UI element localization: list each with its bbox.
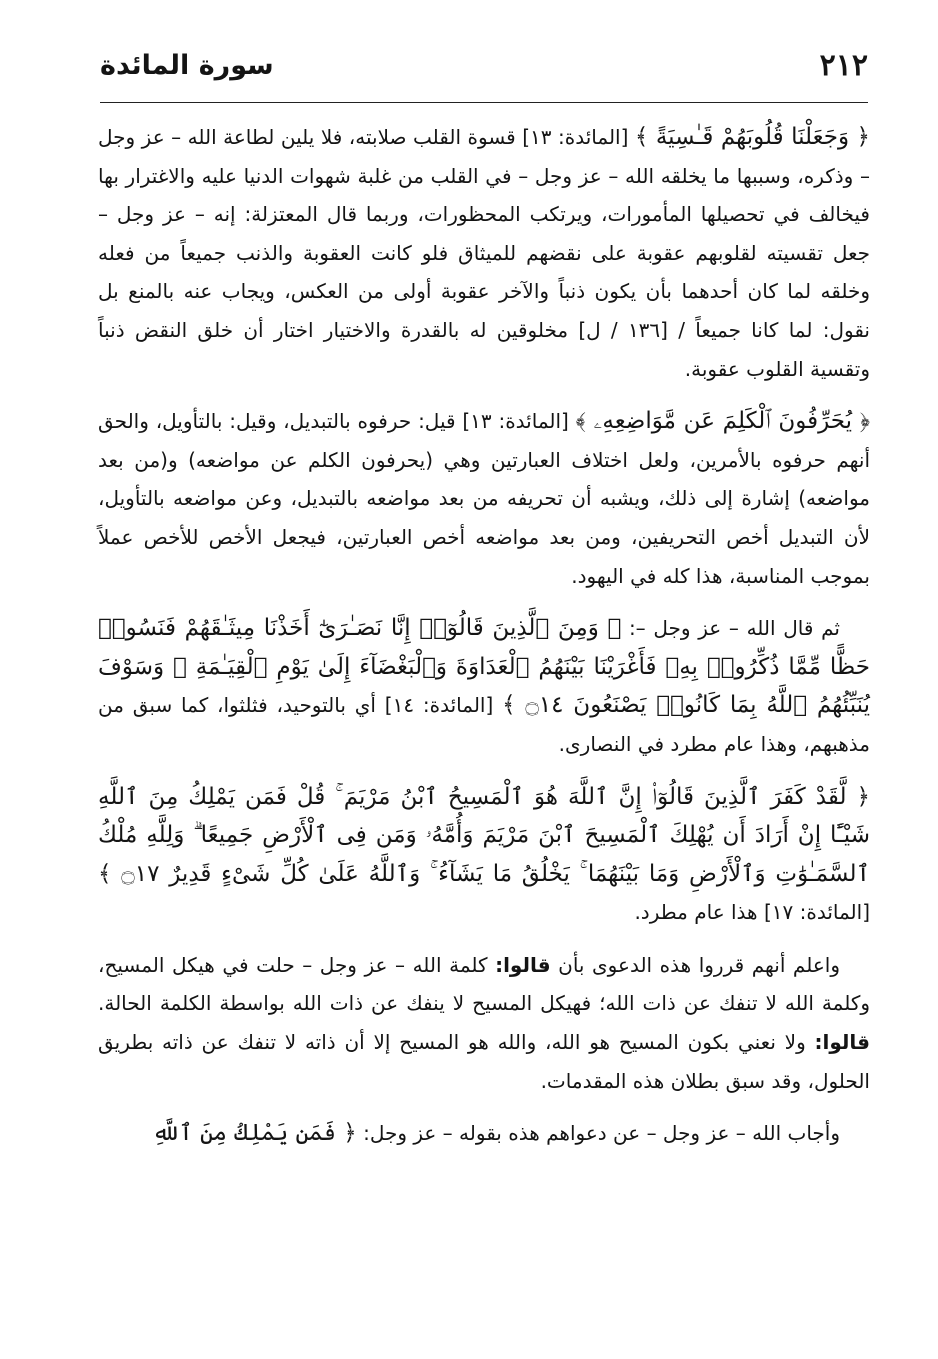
- text-run: كلمة الله – عز وجل – حلت في هيكل المسيح، وكلمة الله لا تنفك عن ذات الله؛ فهيكل المسيح لا ينفك عن ذات الله بواسطة الكلمة الحالة.: [98, 952, 870, 1016]
- surah-title: سورة المائدة: [100, 50, 274, 81]
- quran-verse: ﴿ فَمَن يَمْلِكُ مِنَ ٱللَّهِ: [152, 1120, 357, 1147]
- bold-term: قالوا:: [495, 952, 551, 977]
- page-body: [98, 118, 870, 1167]
- paragraph: [98, 118, 870, 388]
- paragraph: [98, 402, 870, 595]
- text-run: [المائدة: ١٤] أي بالتوحيد، فثلثوا، كما سبق من مذهبهم، وهذا عام مطرد في النصارى.: [98, 693, 870, 756]
- text-run: [المائدة: ١٣] قسوة القلب صلابته، فلا يلين لطاعة الله – عز وجل – وذكره، وسببها ما يخلقه الله – عز وجل – في القلب من غلبة شهوات الدنيا عليه والاغترار بها فيخالف في تحصيلها المأمورات، ويرتكب المحظورات، وربما قال المعتزلة: إنه – عز وجل – جعل تقسيته لقلوبهم عقوبة على نقضهم للميثاق فلو كانت العقوبة والذنب جميعاً من فعله وخلقه لما كان أحدهما بأن يكون ذنباً والآخر عقوبة أولى من العكس، ويجاب عنه بالمنع بل نقول: لما كانا جميعاً / [١٣٦ / ل] مخلوقين له بالقدرة والاختيار اختار أن خلق النقض ذنباً وتقسية القلوب عقوبة.: [98, 125, 871, 381]
- header-rule: [100, 102, 868, 103]
- text-run: ولا نعني بكون المسيح هو الله، والله هو المسيح إلا أن ذاته لا تنفك عن ذاته بطريق الحلول، وقد سبق بطلان هذه المقدمات.: [98, 1030, 870, 1093]
- text-run: [المائدة: ١٧] هذا عام مطرد.: [634, 900, 870, 925]
- quran-verse: ﴿ وَجَعَلْنَا قُلُوبَهُمْ قَـٰسِيَةً ﴾: [634, 124, 870, 150]
- bold-term: قالوا:: [814, 1030, 870, 1055]
- text-run: وأجاب الله – عز وجل – عن دعواهم هذه بقوله – عز وجل:: [356, 1121, 840, 1146]
- text-run: واعلم أنهم قرروا هذه الدعوى بأن: [550, 952, 840, 977]
- paragraph: [98, 1114, 870, 1153]
- paragraph: [98, 946, 870, 1100]
- quran-verse: ﴿ يُحَرِّفُونَ ٱلْكَلِمَ عَن مَّوَاضِعِهِۦ ﴾: [575, 408, 871, 435]
- page-header: [100, 40, 868, 100]
- paragraph: [98, 609, 870, 763]
- paragraph: [98, 778, 870, 932]
- page-number: ٢١٢: [819, 48, 868, 83]
- text-run: ثم قال الله – عز وجل –:: [621, 616, 840, 641]
- quran-verse: ﴿ لَّقَدْ كَفَرَ ٱلَّذِينَ قَالُوٓا۟ إِنَّ ٱللَّهَ هُوَ ٱلْمَسِيحُ ٱبْنُ مَرْيَمَ ۚ قُلْ فَمَن يَمْلِكُ مِنَ ٱللَّهِ شَيْـًٔا إِنْ أَرَادَ أَن يُهْلِكَ ٱلْمَسِيحَ ٱبْنَ مَرْيَمَ وَأُمَّهُۥ وَمَن فِى ٱلْأَرْضِ جَمِيعًا ۗ وَلِلَّهِ مُلْكُ ٱلسَّمَـٰوَٰتِ وَٱلْأَرْضِ وَمَا بَيْنَهُمَا ۚ يَخْلُقُ مَا يَشَآءُ ۚ وَٱللَّهُ عَلَىٰ كُلِّ شَىْءٍ قَدِيرٌ ۝١٧ ﴾: [98, 783, 870, 887]
- text-run: [المائدة: ١٣] قيل: حرفوه بالتبديل، وقيل: بالتأويل، والحق أنهم حرفوه بالأمرين، ولعل اختلاف العبارتين وهي (يحرفون الكلم عن مواضعه) و(من بعد مواضعه) إشارة إلى ذلك، ويشبه أن تحريفه من بعد مواضعه بالتبديل، وعن مواضعه بالتأويل، لأن التبديل أخص التحريفين، ومن بعد مواضعه أخص العبارتين، فيجعل الأخص للأخص عملاً بموجب المناسبة، هذا كله في اليهود.: [98, 409, 870, 588]
- quran-verse: ﴿ وَمِنَ ٱلَّذِينَ قَالُوٓا۟ إِنَّا نَصَـٰرَىٰٓ أَخَذْنَا مِيثَـٰقَهُمْ فَنَسُوا۟ حَظًّا مِّمَّا ذُكِّرُوا۟ بِهِۦ فَأَغْرَيْنَا بَيْنَهُمُ ٱلْعَدَاوَةَ وَٱلْبَغْضَآءَ إِلَىٰ يَوْمِ ٱلْقِيَـٰمَةِ ۚ وَسَوْفَ يُنَبِّئُهُمُ ٱللَّهُ بِمَا كَانُوا۟ يَصْنَعُونَ ۝١٤ ﴾: [98, 615, 870, 719]
